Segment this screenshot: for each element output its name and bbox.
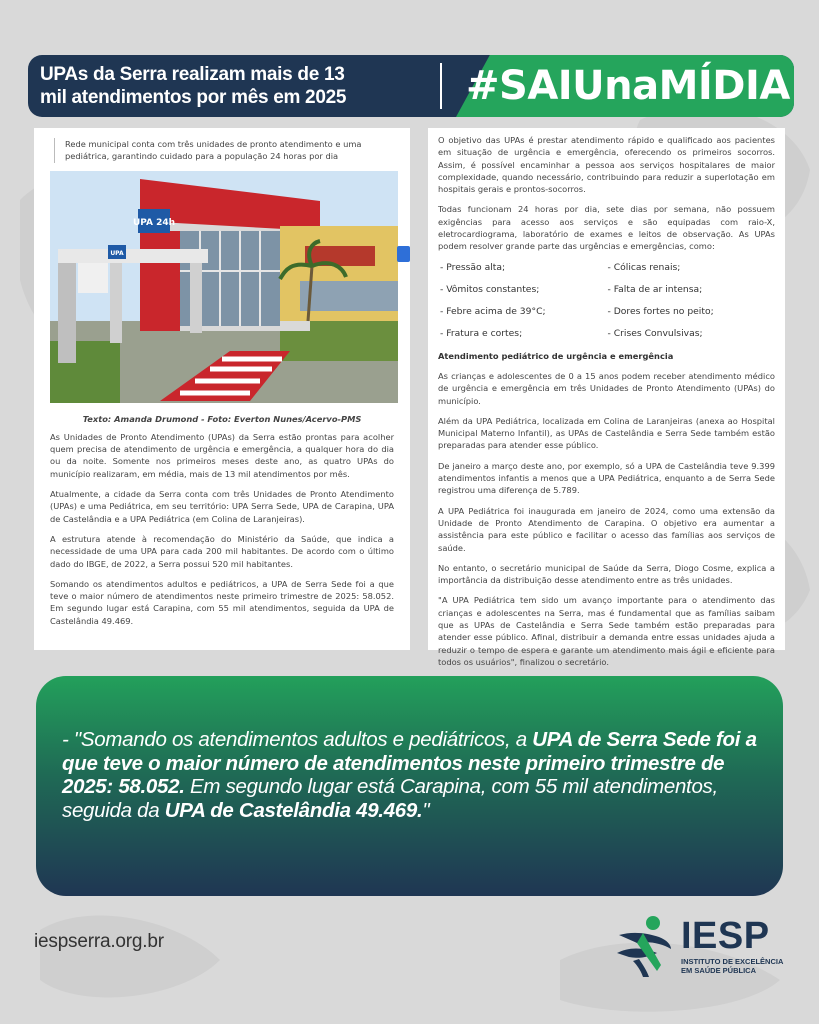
article-paragraph: Além da UPA Pediátrica, localizada em Colina de Laranjeiras (anexa ao Hospital Municipal Materno Infantil), as UPAs de Castelândia e Serra Sede também estão preparadas para atender esse público. — [438, 415, 775, 451]
accessibility-widget-icon[interactable] — [397, 246, 410, 262]
article-paragraph: De janeiro a março deste ano, por exemplo, só a UPA de Castelândia teve 9.399 atendimentos infantis a menos que a UPA Pediátrica, enquanto a de Serra Sede registrou uma diferença de 5.789. — [438, 460, 775, 496]
hashtag-title: #SAIUnaMÍDIA — [466, 63, 790, 109]
header-banner — [28, 55, 794, 117]
headline-line-1: UPAs da Serra realizam mais de 13 — [40, 64, 345, 85]
article-paragraph: No entanto, o secretário municipal de Saúde da Serra, Diogo Cosme, explica a importância da distribuição desse atendimento entre as três unidades. — [438, 562, 775, 586]
article-paragraph: A UPA Pediátrica foi inaugurada em janeiro de 2024, como uma extensão da Unidade de Pronto Atendimento de Carapina. O objetivo era aumentar a assistência para este público e facilitar o acesso das famílias aos serviços de saúde. — [438, 505, 775, 553]
upa-building-photo — [50, 171, 398, 403]
list-item: - Vômitos constantes; — [440, 283, 540, 295]
header-divider — [440, 63, 442, 109]
highlight-quote-text — [62, 728, 762, 822]
iesp-logo-subtitle — [681, 957, 783, 975]
article-paragraph: Atualmente, a cidade da Serra conta com três Unidades de Pronto Atendimento (UPAs) e uma Pediátrica, em seu território: UPA Serra Sede, UPA de Carapina, UPA de Castelândia e a UPA Pediátrica (em Colina de Laranjeiras). — [50, 489, 394, 524]
upa-sign-text: UPA 24h — [132, 217, 176, 228]
list-item: - Dores fortes no peito; — [607, 305, 714, 317]
upa-building-illustration — [50, 171, 398, 403]
iesp-logo-mark-icon — [613, 913, 675, 979]
list-item: - Fratura e cortes; — [440, 327, 523, 339]
list-item: - Cólicas renais; — [607, 261, 681, 273]
article-column-right — [428, 128, 785, 667]
iesp-logo-subtitle-line-1: INSTITUTO DE EXCELÊNCIA — [681, 957, 784, 966]
article-paragraph: O objetivo das UPAs é prestar atendimento rápido e qualificado aos pacientes em situação de urgência e emergência, oferecendo os primeiros socorros. Assim, é possível encaminhar a pessoa aos serviços hospitalares de maior complexidade, quando necessário, contribuindo para reduzir a superlotação em hospitais gerais e prontos-socorros. — [438, 135, 775, 195]
photo-caption: Texto: Amanda Drumond - Foto: Everton Nunes/Acervo-PMS — [82, 413, 362, 424]
iesp-logo-name: IESP — [681, 915, 770, 957]
website-link[interactable]: iespserra.org.br — [34, 931, 164, 952]
iesp-logo-subtitle-line-2: EM SAÚDE PÚBLICA — [681, 966, 757, 975]
quote-bold-part: UPA de Serra Sede foi a que teve o maior número de atendimentos neste primeiro trimestre de 2025: 58.052. — [62, 728, 757, 798]
article-paragraph: A estrutura atende à recomendação do Ministério da Saúde, que indica a necessidade de uma UPA para cada 200 mil habitantes. De acordo com o último dado do IBGE, de 2022, a Serra possui 520 mil habitantes. — [50, 533, 394, 569]
article-paragraph: "A UPA Pediátrica tem sido um avanço importante para o atendimento das crianças e adolescentes na Serra, mas é fundamental que as famílias saibam que as UPAs de Castelândia e Serra Sede também estão preparadas para atender esse público. Afinal, distribuir a demanda entre essas unidades ajuda a reduzir o tempo de espera e garante um atendimento mais ágil e eficiente para todos os usuários", finalizou o secretário. — [438, 595, 775, 667]
symptoms-list — [440, 261, 775, 340]
article-paragraph: Somando os atendimentos adultos e pediátricos, a UPA de Serra Sede foi a que teve o maior número de atendimentos neste primeiro trimestre de 2025: 58.052. Em segundo lugar está Carapina, com 55 mil atendimentos, seguida da UPA de Castelândia 49.469. — [50, 578, 394, 626]
list-item: - Pressão alta; — [440, 261, 506, 273]
list-item: - Falta de ar intensa; — [607, 283, 703, 295]
list-item: - Febre acima de 39°C; — [440, 305, 546, 317]
quote-bold-part: UPA de Castelândia 49.469. — [164, 798, 423, 822]
article-paragraph: As crianças e adolescentes de 0 a 15 anos podem receber atendimento médico de urgência e emergência em três Unidades de Pronto Atendimento (UPAs) do município. — [438, 370, 775, 406]
highlight-quote-box — [36, 676, 783, 896]
article-column-left — [34, 128, 410, 650]
quote-part: - "Somando os atendimentos adultos e pediátricos, a — [62, 728, 533, 751]
article-paragraph: As Unidades de Pronto Atendimento (UPAs) da Serra estão prontas para acolher quem precisa de atendimento de urgência e emergência, a qualquer hora do dia ou da noite. Somente nos primeiros meses deste ano, as quatro UPAs do município realizaram, em média, mais de 13 mil atendimentos por mês. — [50, 431, 394, 479]
iesp-logo — [613, 913, 793, 983]
quote-part: Em segundo lugar está Carapina, com 55 mil atendimentos, seguida da — [62, 775, 718, 822]
headline — [40, 63, 420, 109]
quote-part: " — [422, 798, 430, 822]
headline-line-2: mil atendimentos por mês em 2025 — [40, 87, 347, 108]
list-item: - Crises Convulsivas; — [607, 327, 703, 339]
section-subheading: Atendimento pediátrico de urgência e emergência — [438, 350, 674, 361]
upa-sign-small-text: UPA — [110, 249, 124, 257]
article-lead: Rede municipal conta com três unidades de pronto atendimento e uma pediátrica, garantindo cuidado para a população 24 horas por dia — [54, 138, 394, 163]
article-paragraph: Todas funcionam 24 horas por dia, sete dias por semana, não possuem exigências para acesso aos serviços e são equipadas com raio-X, eletrocardiograma, laboratório de exames e leitos de observação. As UPAs podem resolver grande parte das urgências e emergências, como: — [438, 204, 775, 252]
